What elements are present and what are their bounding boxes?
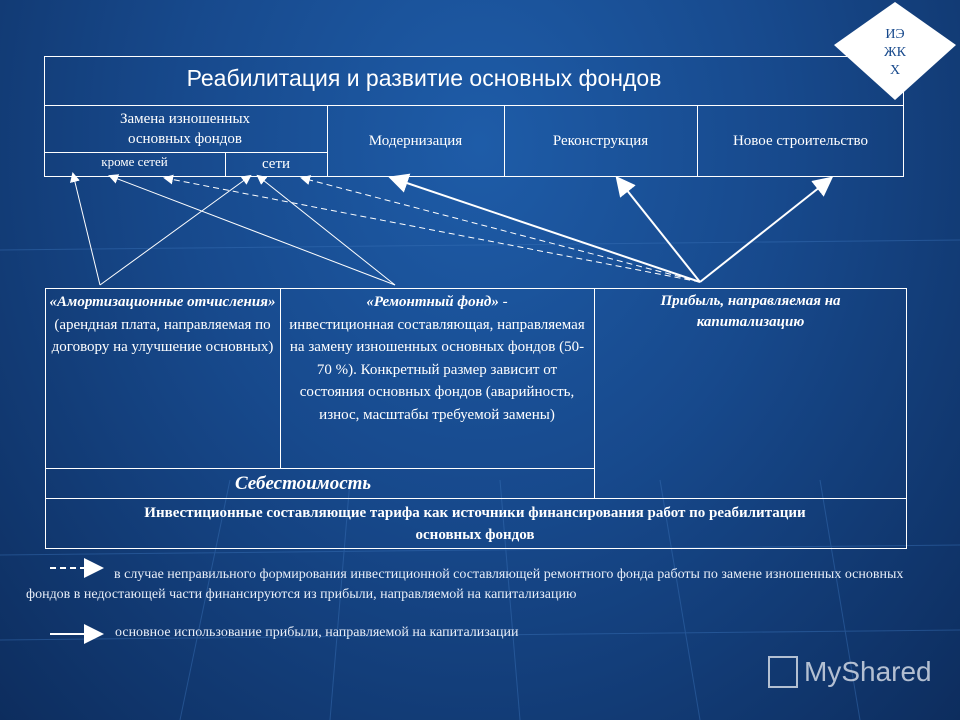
arrow-profit-reconstruction <box>618 179 700 282</box>
repair-dash: - <box>498 294 508 310</box>
networks-cell: сети <box>261 156 291 172</box>
new-construction-cell: Новое строительство <box>732 133 869 149</box>
arrow-profit-new <box>700 179 830 282</box>
presentation-icon <box>768 656 798 688</box>
repair-text: инвестиционная составляющая, направляемая на замену изношенных основных фондов (50-70 %). Конкретный размер зависит от состояния основных фондов (аварийность, износ, масштабы требуемой замены) <box>289 316 585 423</box>
watermark <box>768 656 932 688</box>
badge-line: Х <box>889 63 901 78</box>
arrow-profit-except-dashed <box>165 178 700 282</box>
badge-line: ИЭ <box>885 27 905 42</box>
modernization-cell: Модернизация <box>368 133 463 149</box>
badge-line: ЖК <box>884 45 906 60</box>
investment-cell: Инвестиционные составляющие тарифа как источники финансирования работ по реабилитации основных фондов <box>144 504 806 543</box>
replacement-cell: Замена изношенных основных фондов <box>119 111 251 147</box>
repair-title: «Ремонтный фонд» <box>366 294 499 310</box>
arrow-amort-networks <box>100 176 250 285</box>
repair-fund-cell <box>284 291 590 426</box>
amortization-title: «Амортизационные отчисления» <box>49 294 276 310</box>
arrow-profit-modernization <box>392 178 700 282</box>
arrow-amort-except <box>73 174 100 285</box>
arrow-profit-networks-dashed <box>302 178 700 282</box>
except-networks-cell: кроме сетей <box>101 154 168 169</box>
amortization-text: (арендная плата, направляемая по договору на улучшение основных) <box>51 316 274 355</box>
amortization-cell <box>46 291 279 359</box>
legend-dashed-text: в случае неправильного формирования инвестиционной составляющей ремонтного фонда работы по замене изношенных основных фондов в недостающей части финансируются из прибыли, направляемой на капитализацию <box>26 567 904 602</box>
arrow-repair-except <box>110 176 395 285</box>
reconstruction-cell: Реконструкция <box>552 133 649 149</box>
badge-text <box>865 26 925 80</box>
page-title: Реабилитация и развитие основных фондов <box>186 65 662 91</box>
cost-cell: Себестоимость <box>235 472 372 494</box>
arrow-repair-networks <box>258 176 395 285</box>
watermark-text: MyShared <box>804 656 932 687</box>
legend-solid-text: основное использование прибыли, направляемой на капитализации <box>115 625 519 640</box>
profit-cell: Прибыль, направляемая на капитализацию <box>660 293 841 330</box>
